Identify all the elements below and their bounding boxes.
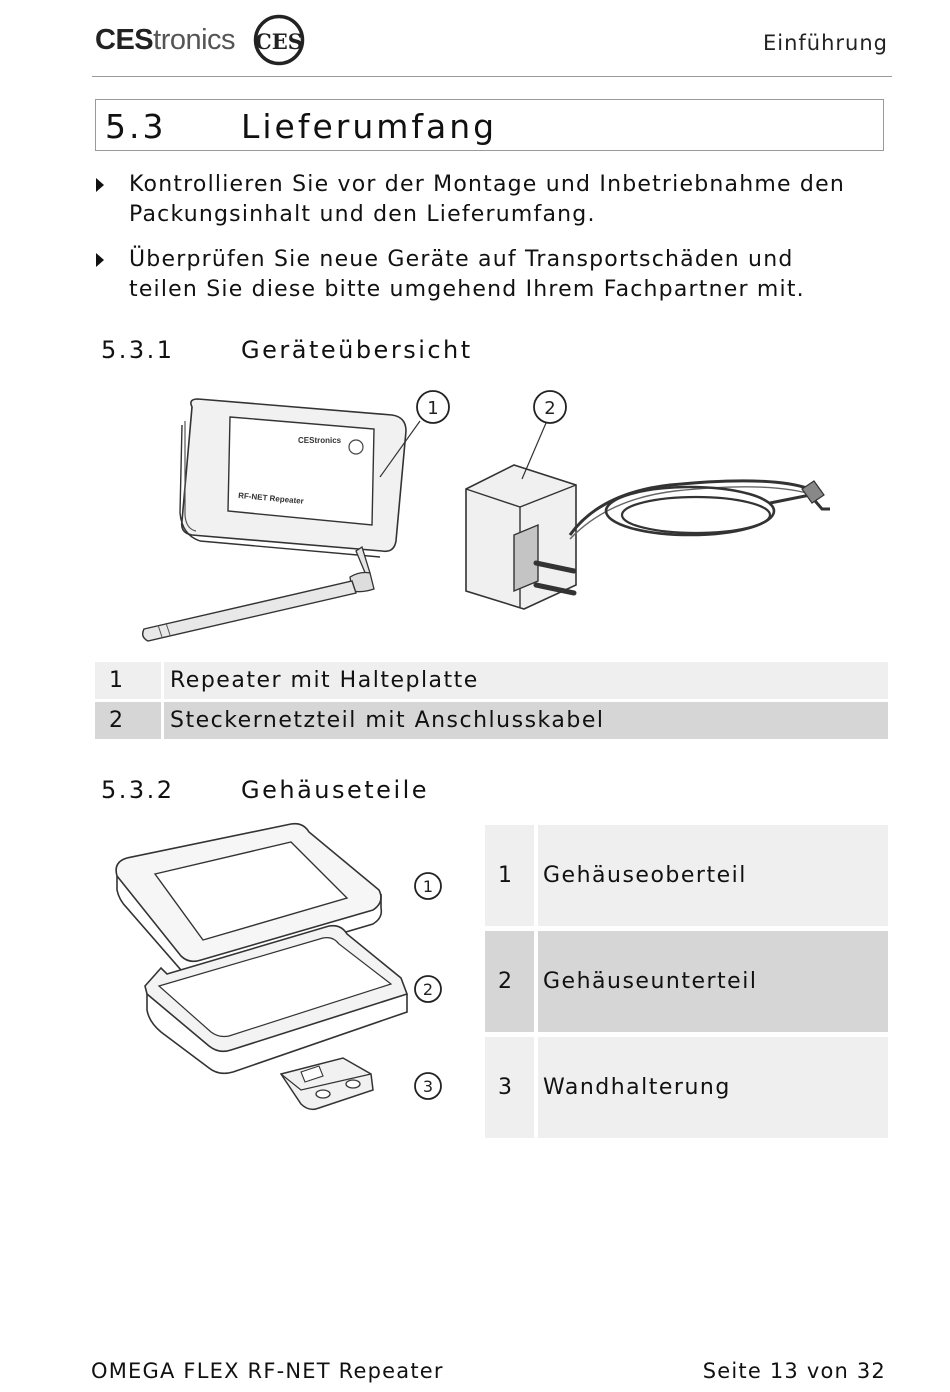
bullet-arrow-icon <box>96 178 104 192</box>
callout-2 <box>415 976 441 1002</box>
svg-text:1: 1 <box>422 877 434 896</box>
svg-text:1: 1 <box>427 398 439 419</box>
item-number: 1 <box>95 662 161 699</box>
instruction-item <box>96 170 876 230</box>
instruction-item <box>96 245 876 305</box>
subsection-heading <box>101 336 473 364</box>
section-title: Lieferumfang <box>241 107 498 146</box>
item-number: 3 <box>485 1037 534 1138</box>
table-row <box>95 662 888 699</box>
item-number: 2 <box>485 931 534 1032</box>
item-label: Gehäuseunterteil <box>538 931 888 1032</box>
subsection-number: 5.3.2 <box>101 776 175 804</box>
svg-text:3: 3 <box>422 1077 434 1096</box>
callout-2 <box>534 391 566 423</box>
housing-parts-table <box>485 825 888 1143</box>
svg-text:2: 2 <box>544 398 556 419</box>
instruction-line: Kontrollieren Sie vor der Montage und Inbetriebnahme den <box>129 172 845 197</box>
instruction-line: teilen Sie diese bitte umgehend Ihrem Fachpartner mit. <box>129 277 805 302</box>
svg-text:CEStronics: CEStronics <box>298 436 342 445</box>
wall-bracket-image <box>281 1058 373 1109</box>
table-row <box>485 1037 888 1138</box>
svg-text:CES: CES <box>255 29 304 54</box>
cestronics-logo <box>95 14 305 66</box>
table-row <box>485 825 888 926</box>
housing-parts-illustration <box>105 818 455 1128</box>
instruction-line: Packungsinhalt und den Lieferumfang. <box>129 202 596 227</box>
item-number: 1 <box>485 825 534 926</box>
bullet-arrow-icon <box>96 253 104 267</box>
svg-text:RF-NET Repeater: RF-NET Repeater <box>237 491 305 506</box>
footer-product-name: OMEGA FLEX RF-NET Repeater <box>91 1359 444 1383</box>
svg-text:2: 2 <box>422 980 434 999</box>
item-label: Steckernetzteil mit Anschlusskabel <box>164 702 888 739</box>
logo-wordmark: CEStronics <box>95 23 236 56</box>
device-overview-table <box>95 662 888 742</box>
table-row <box>485 931 888 1032</box>
footer-page-number: Seite 13 von 32 <box>702 1359 886 1383</box>
repeater-device-image <box>143 399 406 641</box>
section-heading <box>95 99 884 151</box>
section-number: 5.3 <box>105 107 167 146</box>
callout-3 <box>415 1073 441 1099</box>
subsection-number: 5.3.1 <box>101 336 175 364</box>
chapter-title: Einführung <box>762 31 888 55</box>
item-number: 2 <box>95 702 161 739</box>
item-label: Gehäuseoberteil <box>538 825 888 926</box>
subsection-title: Gehäuseteile <box>241 776 430 804</box>
item-label: Wandhalterung <box>538 1037 888 1138</box>
item-label: Repeater mit Halteplatte <box>164 662 888 699</box>
device-overview-illustration <box>130 385 850 647</box>
header-divider <box>92 76 892 77</box>
subsection-title: Geräteübersicht <box>241 336 473 364</box>
callout-1 <box>415 873 441 899</box>
callout-1 <box>417 391 449 423</box>
ces-seal-icon <box>253 14 305 66</box>
subsection-heading <box>101 776 429 804</box>
instruction-line: Überprüfen Sie neue Geräte auf Transportschäden und <box>129 247 794 272</box>
power-supply-image <box>466 465 830 609</box>
table-row <box>95 702 888 739</box>
callout-leader <box>522 423 546 479</box>
